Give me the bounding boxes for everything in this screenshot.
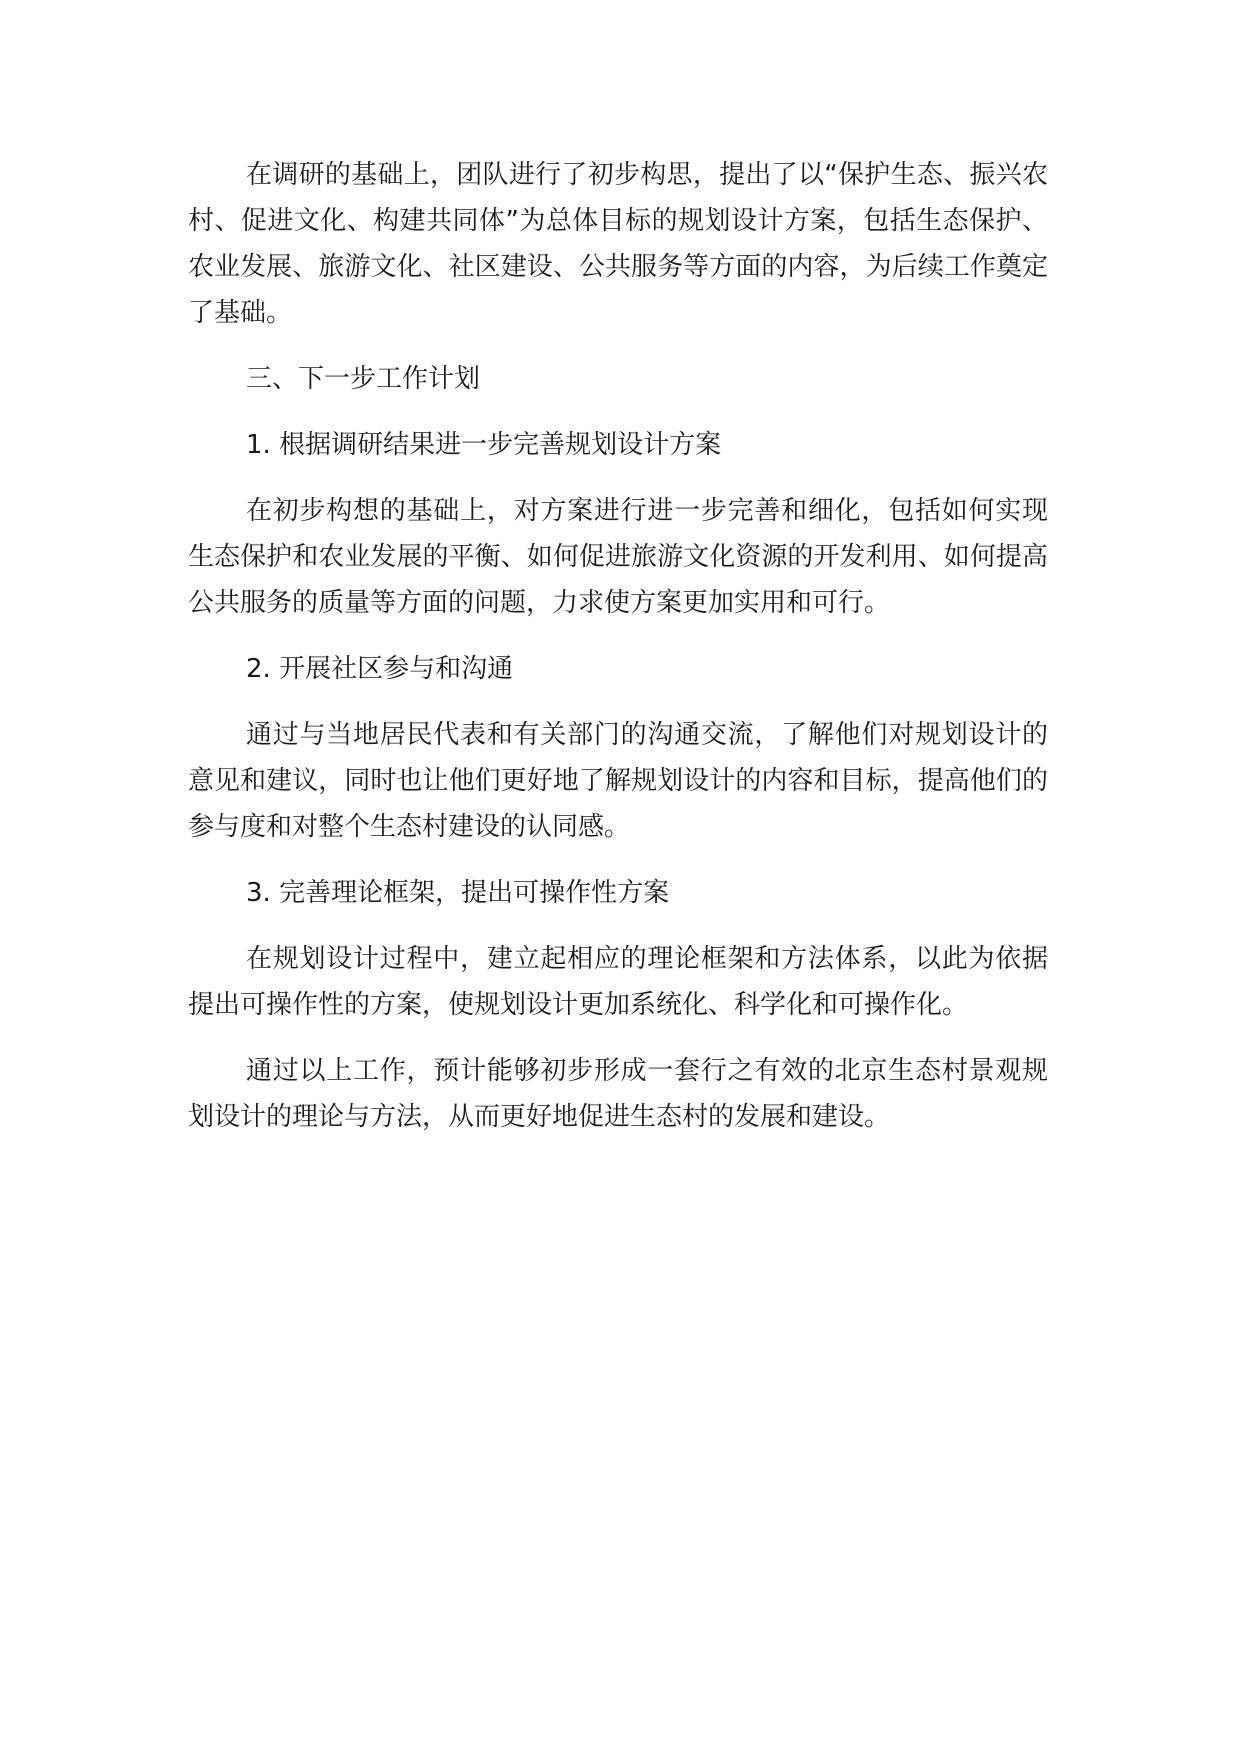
subheading-community: 2. 开展社区参与和沟通 [246, 654, 514, 684]
subheading-theory: 3. 完善理论框架，提出可操作性方案 [246, 878, 670, 908]
paragraph-conclusion: 通过以上工作，预计能够初步形成一套行之有效的北京生态村景观规划设计的理论与方法，从而更好地促进生态村的发展和建设。 [188, 1056, 1048, 1132]
paragraph-community: 通过与当地居民代表和有关部门的沟通交流，了解他们对规划设计的意见和建议，同时也让他们更好地了解规划设计的内容和目标，提高他们的参与度和对整个生态村建设的认同感。 [188, 720, 1048, 842]
section-heading-next-steps: 三、下一步工作计划 [246, 364, 481, 394]
paragraph-refine-plan: 在初步构想的基础上，对方案进行进一步完善和细化，包括如何实现生态保护和农业发展的平衡、如何促进旅游文化资源的开发利用、如何提高公共服务的质量等方面的问题，力求使方案更加实用和可行。 [188, 496, 1048, 618]
paragraph-theory: 在规划设计过程中，建立起相应的理论框架和方法体系，以此为依据提出可操作性的方案，使规划设计更加系统化、科学化和可操作化。 [188, 944, 1048, 1020]
paragraph-initial-concept: 在调研的基础上，团队进行了初步构思，提出了以“保护生态、振兴农村、促进文化、构建共同体”为总体目标的规划设计方案，包括生态保护、农业发展、旅游文化、社区建设、公共服务等方面的内容，为后续工作奠定了基础。 [188, 160, 1048, 328]
document-page [188, 152, 1048, 1160]
subheading-refine-plan: 1. 根据调研结果进一步完善规划设计方案 [246, 430, 722, 460]
